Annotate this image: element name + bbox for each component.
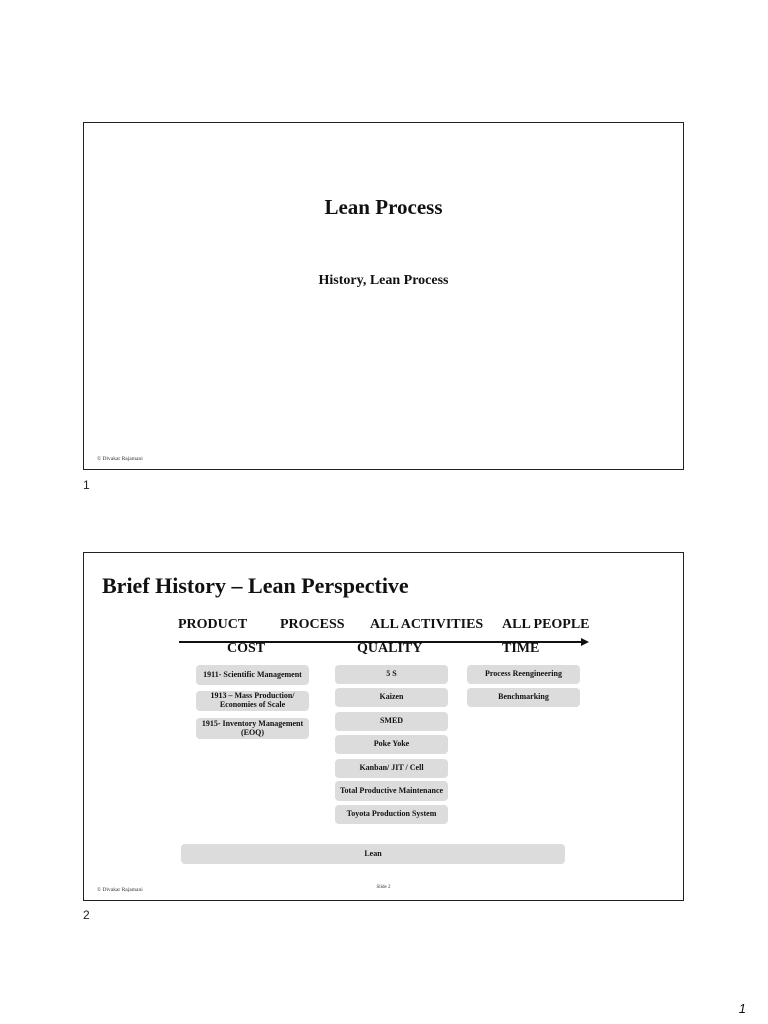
quality-item: Total Productive Maintenance [335,781,448,801]
axis-label-product: PRODUCT [178,617,248,632]
slide-1 [83,122,684,470]
category-quality: QUALITY [357,641,423,656]
category-cost: COST [227,641,266,656]
quality-item: Kanban/ JIT / Cell [335,759,448,778]
page-number: 1 [738,1001,746,1016]
quality-item: Kaizen [335,688,448,707]
category-time: TIME [502,641,540,656]
quality-item: Poke Yoke [335,735,448,754]
cost-item: 1911- Scientific Management [196,665,309,685]
cost-item: 1915- Inventory Management (EOQ) [196,718,309,739]
slide-1-title: Lean Process [324,195,443,219]
slide-2-copyright: © Divakar Rajamani [97,887,143,893]
slide-2 [83,552,684,901]
time-item: Benchmarking [467,688,580,707]
lean-bar: Lean [181,844,565,864]
axis-label-all-people: ALL PEOPLE [502,617,590,632]
cost-item: 1913 – Mass Production/ Economies of Scale [196,691,309,711]
quality-item: SMED [335,712,448,731]
slide-1-copyright: © Divakar Rajamani [97,456,143,462]
slide-1-number: 1 [83,478,90,492]
axis-label-process: PROCESS [280,617,345,632]
axis-label-all-activities: ALL ACTIVITIES [370,617,484,632]
quality-item: Toyota Production System [335,805,448,824]
slide-2-footer: Slide 2 [376,885,391,890]
slide-2-number: 2 [83,908,90,922]
quality-item: 5 S [335,665,448,684]
slide-2-title: Brief History – Lean Perspective [102,573,409,598]
slide-1-subtitle: History, Lean Process [318,273,449,288]
time-item: Process Reengineering [467,665,580,684]
